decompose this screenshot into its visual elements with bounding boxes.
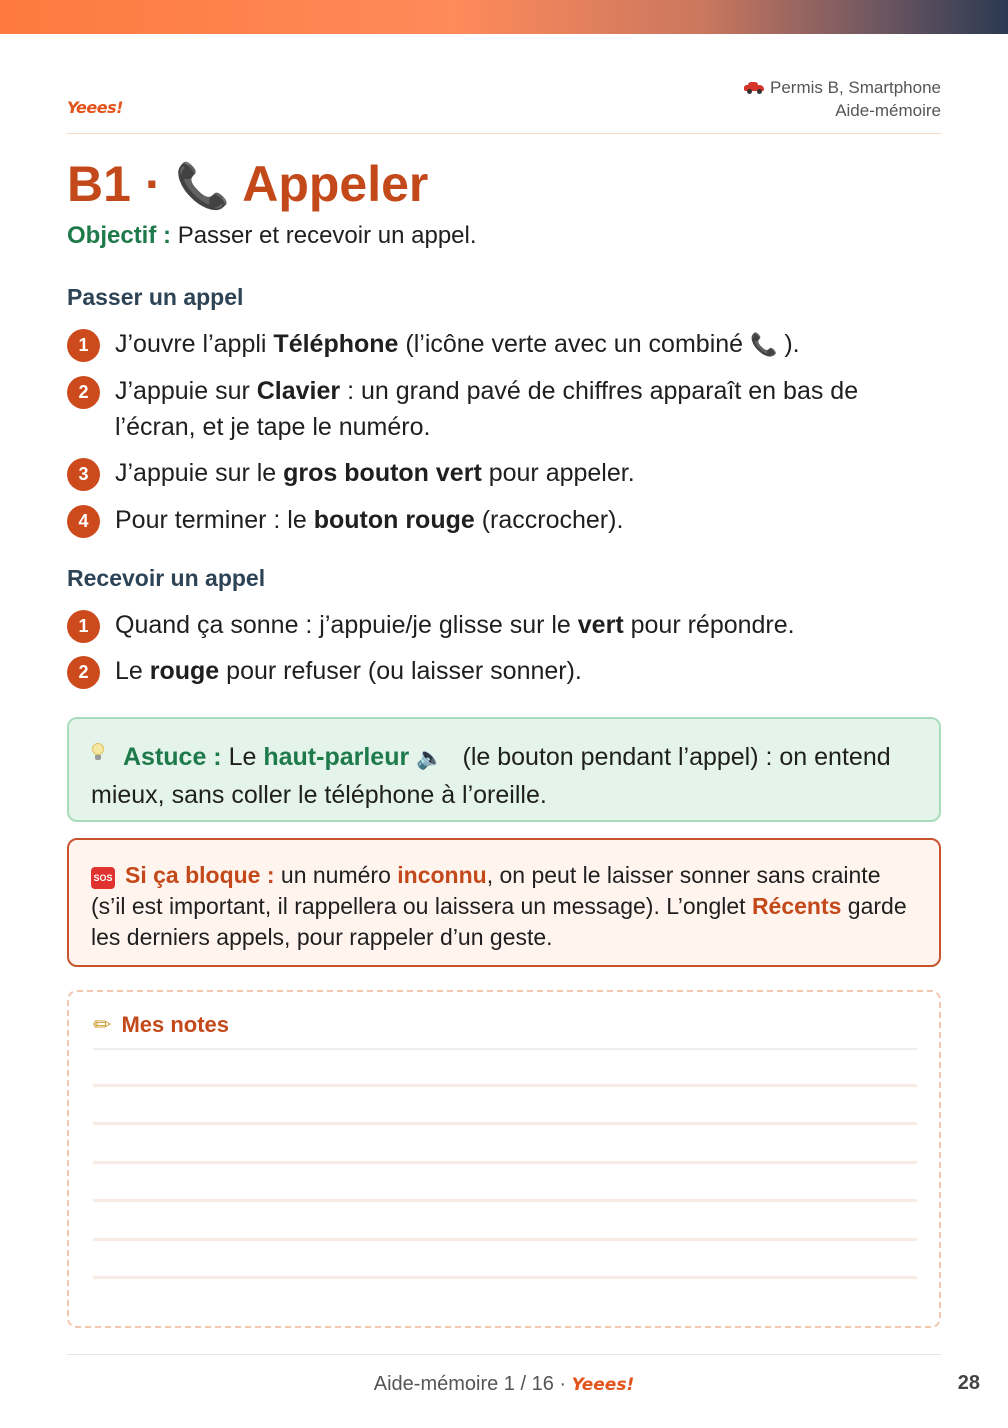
title-text: Appeler	[242, 156, 429, 212]
note-line	[93, 1048, 917, 1050]
step-number-badge: 3	[67, 458, 100, 491]
warning-label: Si ça bloque :	[125, 862, 275, 888]
step-text: Le rouge pour refuser (ou laisser sonner).	[115, 657, 582, 685]
step-text: J’appuie sur Clavier : un grand pavé de chiffres apparaît en bas de l’écran, et je tape le numéro.	[115, 377, 859, 441]
step-number-badge: 1	[67, 610, 100, 643]
tip-keyword: haut-parleur	[263, 743, 410, 771]
note-line	[93, 1199, 917, 1202]
step-text: J’ouvre l’appli Téléphone (l’icône verte avec un combiné 📞 ).	[115, 330, 800, 358]
pencil-icon: ✏	[93, 1013, 112, 1038]
footer-brand: Yeees!	[571, 1375, 635, 1395]
note-line	[93, 1084, 917, 1087]
step-text: Pour terminer : le bouton rouge (raccrocher).	[115, 506, 624, 534]
footer-label: Aide-mémoire 1 / 16 ·	[373, 1373, 572, 1395]
phone-icon: 📞	[750, 333, 778, 358]
step-number-badge: 2	[67, 376, 100, 409]
course-line	[744, 76, 941, 99]
top-gradient-band	[0, 0, 1008, 34]
warning-box: SOS Si ça bloque : un numéro inconnu, on peut le laisser sonner sans crainte (s’il est important, il rappellera ou laissera un message). L’onglet Récents garde les derniers appels, pour rappeler d’un geste.	[67, 838, 941, 967]
step-number-badge: 4	[67, 505, 100, 538]
title-separator: ·	[144, 156, 162, 212]
sos-icon: SOS	[91, 867, 115, 889]
note-line	[93, 1238, 917, 1241]
tip-label: Astuce :	[123, 743, 222, 771]
page-footer	[0, 1373, 1008, 1396]
note-line	[93, 1161, 917, 1164]
notes-title: ✏ Mes notes	[93, 1012, 230, 1038]
lightbulb-icon	[91, 743, 105, 763]
notes-area[interactable]	[67, 990, 941, 1328]
doc-type-label: Aide-mémoire	[835, 101, 941, 120]
objective	[67, 222, 477, 250]
step-number-badge: 1	[67, 329, 100, 362]
objective-text: Passer et recevoir un appel.	[177, 222, 477, 249]
note-line	[93, 1122, 917, 1125]
car-icon	[744, 82, 764, 93]
step-text: Quand ça sonne : j’appuie/je glisse sur le vert pour répondre.	[115, 611, 795, 639]
warning-keyword-recents: Récents	[751, 893, 842, 919]
speaker-icon: 🔈	[416, 746, 444, 771]
header-meta	[744, 76, 941, 122]
section-title-make-call: Passer un appel	[67, 284, 244, 310]
section-title-receive-call: Recevoir un appel	[67, 565, 266, 591]
page-number: 28	[957, 1372, 980, 1394]
brand-logo: Yeees!	[67, 98, 123, 117]
step-text: J’appuie sur le gros bouton vert pour appeler.	[115, 459, 635, 487]
page-title	[67, 155, 428, 213]
course-label: Permis B, Smartphone	[769, 78, 941, 97]
step-number-badge: 2	[67, 656, 100, 689]
note-line	[93, 1276, 917, 1279]
warning-keyword-unknown: inconnu	[397, 862, 487, 888]
tip-box: Astuce : Le haut-parleur 🔈 (le bouton pendant l’appel) : on entend mieux, sans coller le téléphone à l’oreille.	[67, 717, 941, 822]
lesson-code: B1	[67, 156, 131, 212]
phone-icon: 📞	[175, 161, 231, 212]
objective-label: Objectif :	[67, 222, 172, 249]
footer-divider	[67, 1354, 941, 1355]
page-header	[67, 76, 941, 134]
